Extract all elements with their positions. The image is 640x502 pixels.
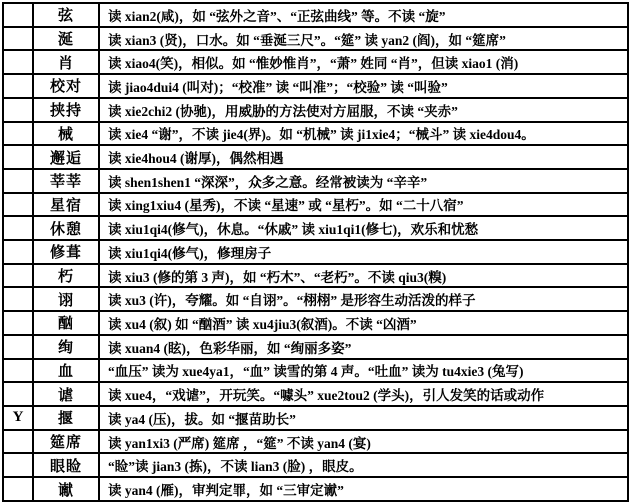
- term-cell: 诩: [33, 287, 99, 311]
- section-letter-cell: [3, 430, 33, 454]
- table-row: [3, 382, 628, 406]
- table-row: [3, 98, 628, 122]
- section-letter-cell: [3, 335, 33, 359]
- pronunciation-note-cell: 读 xian2(咸)，如 “弦外之音”、“正弦曲线” 等。不读 “旋”: [99, 3, 628, 27]
- pronunciation-note-cell: 读 ya4 (压)，拔。如 “揠苗助长”: [99, 406, 628, 430]
- term-cell: 械: [33, 122, 99, 146]
- term-cell: 眼睑: [33, 453, 99, 477]
- section-letter-cell: [3, 477, 33, 501]
- term-cell: 朽: [33, 264, 99, 288]
- term-cell: 星宿: [33, 193, 99, 217]
- section-letter-cell: [3, 169, 33, 193]
- pronunciation-note-cell: “睑”读 jian3 (拣)，不读 lian3 (脸) ，眼皮。: [99, 453, 628, 477]
- pronunciation-note-cell: 读 xiao4(笑)，相似。如 “惟妙惟肖”，“萧” 姓同 “肖”，但读 xiao1 (消): [99, 50, 628, 74]
- term-cell: 校对: [33, 74, 99, 98]
- table-row: [3, 287, 628, 311]
- pronunciation-table: [2, 2, 629, 502]
- table-row: [3, 193, 628, 217]
- pronunciation-note-cell: 读 xiu1qi4(修气)，修理房子: [99, 240, 628, 264]
- table-row: [3, 264, 628, 288]
- section-letter-cell: [3, 145, 33, 169]
- term-cell: 弦: [33, 3, 99, 27]
- section-letter-cell: [3, 240, 33, 264]
- pronunciation-note-cell: 读 xu4 (叙) 如 “酗酒” 读 xu4jiu3(叙酒)。不读 “凶酒”: [99, 311, 628, 335]
- section-letter-cell: [3, 122, 33, 146]
- section-letter-cell: [3, 98, 33, 122]
- section-letter-cell: Y: [3, 406, 33, 430]
- pronunciation-note-cell: 读 xiu1qi4(修气)，休息。“休戚” 读 xiu1qi1(修七)，欢乐和忧愁: [99, 216, 628, 240]
- pronunciation-note-cell: 读 xiu3 (修的第 3 声)，如 “朽木”、“老朽”。不读 qiu3(糗): [99, 264, 628, 288]
- table-row: [3, 27, 628, 51]
- table-row: [3, 311, 628, 335]
- table-row: [3, 359, 628, 383]
- table-row: [3, 430, 628, 454]
- table-row: [3, 122, 628, 146]
- pronunciation-note-cell: 读 jiao4dui4 (叫对)；“校准” 读 “叫准”；“校验” 读 “叫验”: [99, 74, 628, 98]
- section-letter-cell: [3, 27, 33, 51]
- term-cell: 挟持: [33, 98, 99, 122]
- pronunciation-note-cell: 读 xing1xiu4 (星秀)，不读 “星速” 或 “星朽”。如 “二十八宿”: [99, 193, 628, 217]
- term-cell: 血: [33, 359, 99, 383]
- term-cell: 休憩: [33, 216, 99, 240]
- section-letter-cell: [3, 453, 33, 477]
- pronunciation-note-cell: 读 yan1xi3 (严席) 筵席 ，“筵” 不读 yan4 (宴): [99, 430, 628, 454]
- table-row: [3, 453, 628, 477]
- term-cell: 涎: [33, 27, 99, 51]
- table-row: [3, 169, 628, 193]
- term-cell: 肖: [33, 50, 99, 74]
- section-letter-cell: [3, 311, 33, 335]
- pronunciation-note-cell: “血压” 读为 xue4ya1，“血” 读雪的第 4 声。“吐血” 读为 tu4xie3 (兔写): [99, 359, 628, 383]
- table-row: [3, 74, 628, 98]
- section-letter-cell: [3, 264, 33, 288]
- section-letter-cell: [3, 74, 33, 98]
- term-cell: 揠: [33, 406, 99, 430]
- table-row: [3, 335, 628, 359]
- table-row: [3, 3, 628, 27]
- term-cell: 绚: [33, 335, 99, 359]
- pronunciation-note-cell: 读 xie4hou4 (谢厚)，偶然相遇: [99, 145, 628, 169]
- pronunciation-note-cell: 读 xuan4 (眩)，色彩华丽，如 “绚丽多姿”: [99, 335, 628, 359]
- pronunciation-note-cell: 读 shen1shen1 “深深”，众多之意。经常被读为 “辛辛”: [99, 169, 628, 193]
- section-letter-cell: [3, 50, 33, 74]
- table-row: [3, 216, 628, 240]
- table-row: [3, 145, 628, 169]
- section-letter-cell: [3, 3, 33, 27]
- term-cell: 邂逅: [33, 145, 99, 169]
- term-cell: 谳: [33, 477, 99, 501]
- pronunciation-note-cell: 读 xian3 (贤)，口水。如 “垂涎三尺”。“筵” 读 yan2 (阎)，如 “筵席”: [99, 27, 628, 51]
- pronunciation-note-cell: 读 yan4 (雁)，审判定罪，如 “三审定谳”: [99, 477, 628, 501]
- term-cell: 酗: [33, 311, 99, 335]
- pronunciation-note-cell: 读 xie2chi2 (协驰)，用威胁的方法使对方屈服，不读 “夹赤”: [99, 98, 628, 122]
- table-row: [3, 477, 628, 501]
- table-row: [3, 406, 628, 430]
- term-cell: 谑: [33, 382, 99, 406]
- section-letter-cell: [3, 382, 33, 406]
- pronunciation-table-body: [3, 3, 628, 501]
- section-letter-cell: [3, 359, 33, 383]
- pronunciation-note-cell: 读 xue4，“戏谑”，开玩笑。“噱头” xue2tou2 (学头)，引人发笑的话或动作: [99, 382, 628, 406]
- term-cell: 筵席: [33, 430, 99, 454]
- pronunciation-note-cell: 读 xu3 (许)，夸耀。如 “自诩”。“栩栩” 是形容生动活泼的样子: [99, 287, 628, 311]
- pronunciation-note-cell: 读 xie4 “谢”，不读 jie4(界)。如 “机械” 读 ji1xie4；“械斗” 读 xie4dou4。: [99, 122, 628, 146]
- section-letter-cell: [3, 287, 33, 311]
- table-row: [3, 240, 628, 264]
- section-letter-cell: [3, 216, 33, 240]
- term-cell: 莘莘: [33, 169, 99, 193]
- table-row: [3, 50, 628, 74]
- term-cell: 修葺: [33, 240, 99, 264]
- section-letter-cell: [3, 193, 33, 217]
